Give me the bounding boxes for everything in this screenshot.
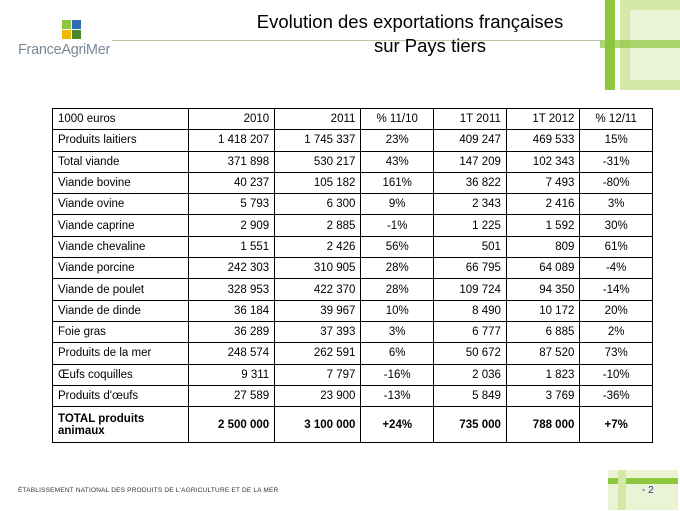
exports-table <box>52 108 653 443</box>
table-cell: 2 885 <box>275 215 361 236</box>
table-cell: 2 500 000 <box>189 407 275 443</box>
table-cell: 64 089 <box>506 258 579 279</box>
table-cell: 1 592 <box>506 215 579 236</box>
table-row <box>53 343 653 364</box>
brand-name: FranceAgriMer <box>18 42 110 58</box>
table-cell: 102 343 <box>506 151 579 172</box>
table-cell: % 12/11 <box>580 109 653 130</box>
title-line-1: Evolution des exportations françaises <box>256 11 564 32</box>
row-label: Foie gras <box>53 321 189 342</box>
table-cell: 8 490 <box>434 300 507 321</box>
table-cell: -14% <box>580 279 653 300</box>
table-cell: 6 300 <box>275 194 361 215</box>
table-cell: 6% <box>361 343 434 364</box>
table-row <box>53 151 653 172</box>
table-cell: 6 777 <box>434 321 507 342</box>
table-cell: 422 370 <box>275 279 361 300</box>
table-cell: 36 822 <box>434 172 507 193</box>
table-cell: 73% <box>580 343 653 364</box>
table-cell: 3% <box>580 194 653 215</box>
table-cell: 310 905 <box>275 258 361 279</box>
table-cell: +24% <box>361 407 434 443</box>
table-cell: 2010 <box>189 109 275 130</box>
table-row <box>53 364 653 385</box>
row-label: Viande de dinde <box>53 300 189 321</box>
table-cell: 36 184 <box>189 300 275 321</box>
table-cell: -13% <box>361 385 434 406</box>
table-cell: 2 036 <box>434 364 507 385</box>
page-number: - 2 <box>642 485 654 496</box>
table-cell: 469 533 <box>506 130 579 151</box>
table-cell: 23 900 <box>275 385 361 406</box>
table-cell: 56% <box>361 236 434 257</box>
table-cell: 7 493 <box>506 172 579 193</box>
table-cell: 28% <box>361 258 434 279</box>
table-cell: 2 343 <box>434 194 507 215</box>
table-cell: -80% <box>580 172 653 193</box>
table-cell: 1 225 <box>434 215 507 236</box>
table-cell: 40 237 <box>189 172 275 193</box>
table-cell: 9 311 <box>189 364 275 385</box>
table-cell: -4% <box>580 258 653 279</box>
table-cell: 735 000 <box>434 407 507 443</box>
row-label: Viande porcine <box>53 258 189 279</box>
row-label: Viande de poulet <box>53 279 189 300</box>
row-label: Produits d'œufs <box>53 385 189 406</box>
table-cell: 409 247 <box>434 130 507 151</box>
table-cell: 3 769 <box>506 385 579 406</box>
row-label: TOTAL produits animaux <box>53 407 189 443</box>
franceagrimer-logo <box>18 16 118 66</box>
table-cell: 87 520 <box>506 343 579 364</box>
table-cell: 2 909 <box>189 215 275 236</box>
table-cell: 39 967 <box>275 300 361 321</box>
table-row <box>53 236 653 257</box>
table-cell: -10% <box>580 364 653 385</box>
row-label: Viande chevaline <box>53 236 189 257</box>
table-cell: 248 574 <box>189 343 275 364</box>
table-cell: +7% <box>580 407 653 443</box>
table-cell: 109 724 <box>434 279 507 300</box>
table-cell: 20% <box>580 300 653 321</box>
table-cell: 61% <box>580 236 653 257</box>
title-line-2: sur Pays tiers <box>373 35 487 56</box>
table-cell: 1 418 207 <box>189 130 275 151</box>
table-row <box>53 172 653 193</box>
table-cell: 15% <box>580 130 653 151</box>
table-row <box>53 300 653 321</box>
slide-title <box>210 10 610 58</box>
table-cell: 3% <box>361 321 434 342</box>
table-cell: 36 289 <box>189 321 275 342</box>
table-cell: 262 591 <box>275 343 361 364</box>
table-cell: 2% <box>580 321 653 342</box>
table-cell: 27 589 <box>189 385 275 406</box>
row-label: Produits de la mer <box>53 343 189 364</box>
table-cell: 7 797 <box>275 364 361 385</box>
table-cell: 5 849 <box>434 385 507 406</box>
table-cell: 809 <box>506 236 579 257</box>
table-cell: 2011 <box>275 109 361 130</box>
table-header-row <box>53 109 653 130</box>
table-cell: -1% <box>361 215 434 236</box>
table-cell: 1T 2011 <box>434 109 507 130</box>
table-cell: 161% <box>361 172 434 193</box>
table-cell: 6 885 <box>506 321 579 342</box>
row-label: Produits laitiers <box>53 130 189 151</box>
table-cell: 501 <box>434 236 507 257</box>
table-cell: 328 953 <box>189 279 275 300</box>
row-label: 1000 euros <box>53 109 189 130</box>
table-cell: 10 172 <box>506 300 579 321</box>
table-cell: 2 416 <box>506 194 579 215</box>
table-cell: 2 426 <box>275 236 361 257</box>
table-cell: 530 217 <box>275 151 361 172</box>
table-cell: 5 793 <box>189 194 275 215</box>
table-cell: 105 182 <box>275 172 361 193</box>
table-cell: 30% <box>580 215 653 236</box>
table-cell: 3 100 000 <box>275 407 361 443</box>
table-cell: % 11/10 <box>361 109 434 130</box>
table-row <box>53 194 653 215</box>
table-cell: 9% <box>361 194 434 215</box>
table-cell: 1 823 <box>506 364 579 385</box>
row-label: Viande ovine <box>53 194 189 215</box>
table-cell: 242 303 <box>189 258 275 279</box>
table-row <box>53 321 653 342</box>
table-cell: 50 672 <box>434 343 507 364</box>
footer-text: ÉTABLISSEMENT NATIONAL DES PRODUITS DE L'AGRICULTURE ET DE LA MER <box>18 487 279 494</box>
table-cell: 10% <box>361 300 434 321</box>
row-label: Viande caprine <box>53 215 189 236</box>
row-label: Total viande <box>53 151 189 172</box>
table-cell: 1T 2012 <box>506 109 579 130</box>
green-decoration <box>600 0 680 90</box>
row-label: Viande bovine <box>53 172 189 193</box>
table-cell: 23% <box>361 130 434 151</box>
table-cell: 147 209 <box>434 151 507 172</box>
table-row <box>53 215 653 236</box>
table-row <box>53 385 653 406</box>
table-cell: 43% <box>361 151 434 172</box>
table-cell: 1 745 337 <box>275 130 361 151</box>
table-cell: 37 393 <box>275 321 361 342</box>
table-cell: 371 898 <box>189 151 275 172</box>
table-cell: 788 000 <box>506 407 579 443</box>
table-cell: 66 795 <box>434 258 507 279</box>
table-cell: 28% <box>361 279 434 300</box>
table-cell: 1 551 <box>189 236 275 257</box>
table-total-row <box>53 407 653 443</box>
logo-mark-icon <box>60 18 84 42</box>
table-row <box>53 258 653 279</box>
table-row <box>53 279 653 300</box>
table-cell: -16% <box>361 364 434 385</box>
table-cell: -36% <box>580 385 653 406</box>
table-row <box>53 130 653 151</box>
table-cell: 94 350 <box>506 279 579 300</box>
row-label: Œufs coquilles <box>53 364 189 385</box>
table-cell: -31% <box>580 151 653 172</box>
